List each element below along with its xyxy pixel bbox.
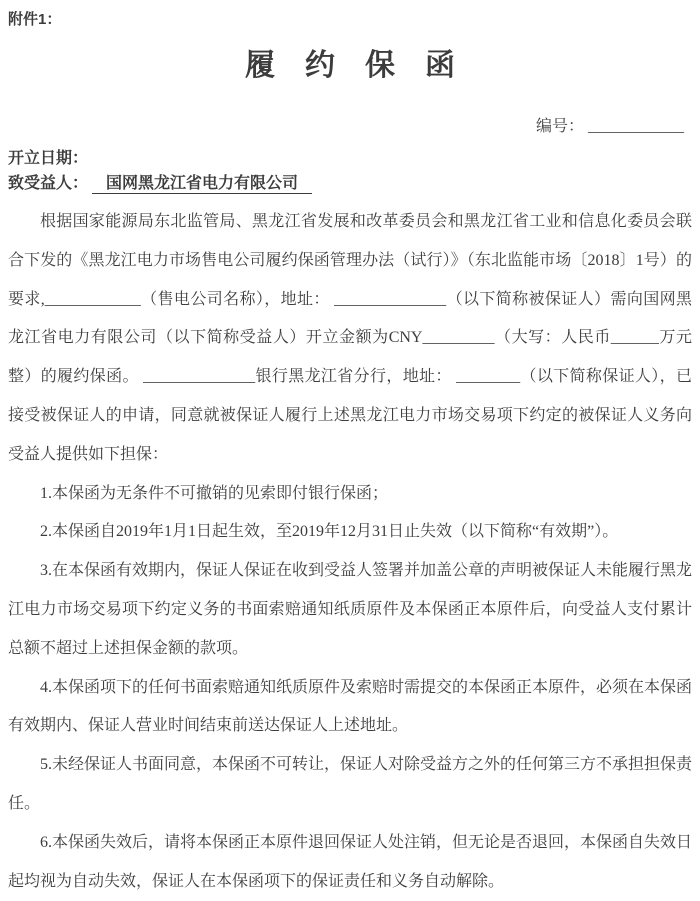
issue-date-label: 开立日期： — [8, 150, 89, 167]
number-blank: ____________ — [588, 118, 684, 135]
paragraph-clause-3: 3.在本保函有效期内，保证人保证在收到受益人签署并加盖公章的声明被保证人未能履行黑龙江电力市场交易项下约定义务的书面索赔通知纸质原件及本保函正本原件后，向受益人支付累计总额不超过上述担保金额的款项。 — [8, 562, 693, 657]
issue-date-line — [8, 147, 692, 170]
paragraph-clause-2: 2.本保函自2019年1月1日起生效，至2019年12月31日止失效（以下简称“有效期”）。 — [40, 523, 619, 541]
paragraph-clause-4: 4.本保函项下的任何书面索赔通知纸质原件及索赔时需提交的本保函正本原件，必须在本保函有效期内、保证人营业时间结束前送达保证人上述地址。 — [8, 678, 693, 735]
beneficiary-line — [8, 172, 692, 196]
number-line — [8, 116, 692, 138]
beneficiary-value: 国网黑龙江省电力有限公司 — [92, 175, 312, 194]
document-title: 履约保函 — [245, 49, 485, 82]
document-body — [8, 203, 692, 901]
paragraph-clause-5: 5.未经保证人书面同意，本保函不可转让，保证人对除受益方之外的任何第三方不承担担保责任。 — [8, 756, 693, 812]
attachment-label: 附件1： — [8, 11, 62, 28]
paragraph-clause-6: 6.本保函失效后，请将本保函正本原件退回保证人处注销，但无论是否退回，本保函自失效日起均视为自动失效，保证人在本保函项下的保证责任和义务自动解除。 — [8, 833, 693, 890]
number-label: 编号： — [535, 118, 588, 135]
paragraph-clause-1: 1.本保函为无条件不可撤销的见索即付银行保函； — [40, 484, 389, 502]
beneficiary-label: 致受益人： — [8, 175, 93, 192]
paragraph-intro: 根据国家能源局东北监管局、黑龙江省发展和改革委员会和黑龙江省工业和信息化委员会联合下发的《黑龙江电力市场售电公司履约保函管理办法（试行）》（东北监能市场〔2018〕1号）的要求,____________（售电公司名称），地址： ______________（以下简称被保证人）需向国网黑龙江省电力有限公司（以下简称受益人）开立金额为CNY_________（大写：人民币______万元整）的履约保函。 ______________银行黑龙江省分行，地址： ________（以下简称保证人），已接受被保证人的申请，同意就被保证人履行上述黑龙江电力市场交易项下约定的被保证人义务向受益人提供如下担保： — [8, 213, 692, 463]
